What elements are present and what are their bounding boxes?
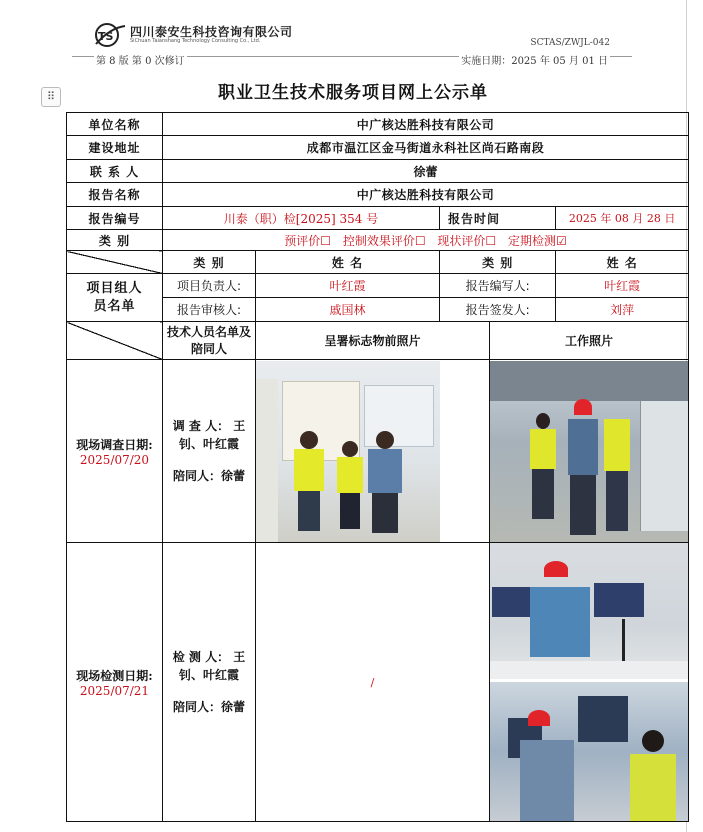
detection-companion: 陪同人：徐蕾 <box>172 700 245 714</box>
implementation-date: 实施日期：2025 年 05 月 01 日 <box>459 52 610 67</box>
person-head <box>536 413 550 429</box>
person-vest <box>294 449 324 491</box>
person-shirt <box>568 419 598 475</box>
person-legs <box>606 471 628 531</box>
notice-board <box>364 385 434 447</box>
staff-role: 项目负责人: <box>163 274 256 298</box>
staff-col-name: 姓 名 <box>256 251 440 274</box>
staff-role: 报告编写人: <box>440 274 556 298</box>
person-head <box>642 730 664 752</box>
person-vest <box>337 457 363 493</box>
category-label: 类 别 <box>67 230 163 251</box>
report-number-label: 报告编号 <box>67 207 163 230</box>
staff-name: 叶红霞 <box>556 274 689 298</box>
company-logo <box>94 22 126 48</box>
category-status-evaluation[interactable]: 现状评价☐ <box>437 233 497 248</box>
detection-date-cell <box>67 543 163 822</box>
project-team-label: 项目组人员名单 <box>67 274 163 322</box>
detection-date-label: 现场检测日期: <box>76 668 153 683</box>
survey-work-photo-cell <box>490 360 689 543</box>
company-name-en: SiChuan Taianshang Technology Consulting Co., Ltd. <box>130 38 261 44</box>
floor <box>490 661 688 679</box>
staff-col-name-2: 姓 名 <box>556 251 689 274</box>
person-shirt <box>520 740 574 821</box>
detection-inspector: 检 测 人： 王 钊、叶红霞 <box>172 650 246 682</box>
disclosure-table <box>66 112 689 822</box>
detection-work-photo-2 <box>490 682 688 821</box>
drag-handle-icon[interactable]: ⠿ <box>41 87 61 107</box>
report-time-value: 2025 年 08 月 28 日 <box>556 207 689 230</box>
report-name-label: 报告名称 <box>67 183 163 207</box>
person-head <box>376 431 394 449</box>
hard-hat <box>528 710 550 726</box>
category-periodic-detection[interactable]: 定期检测☑ <box>508 233 567 248</box>
photo-diagonal-cell <box>67 322 163 360</box>
hard-hat <box>544 561 568 577</box>
category-pre-evaluation[interactable]: 预评价☐ <box>284 233 331 248</box>
control-cabinet <box>640 401 688 531</box>
category-options <box>163 230 689 251</box>
staff-role: 报告签发人: <box>440 298 556 322</box>
staff-diagonal-cell <box>67 251 163 274</box>
report-time-label: 报告时间 <box>440 207 556 230</box>
monitor <box>594 583 644 617</box>
survey-marked-photo-cell <box>256 360 490 543</box>
staff-name: 叶红霞 <box>256 274 440 298</box>
survey-investigator: 调 查 人： 王 钊、叶红霞 <box>172 419 246 451</box>
survey-personnel-cell <box>163 360 256 543</box>
person-legs <box>340 493 360 529</box>
person-shirt <box>368 449 402 493</box>
survey-date-value: 2025/07/20 <box>79 452 150 467</box>
detection-marked-photo-placeholder: / <box>256 543 490 822</box>
person-shirt <box>530 587 590 657</box>
version-info: 第 8 版 第 0 次修订 <box>94 52 187 67</box>
address-label: 建设地址 <box>67 136 163 160</box>
unit-name-label: 单位名称 <box>67 113 163 136</box>
wall-column <box>256 379 278 542</box>
staff-role: 报告审核人: <box>163 298 256 322</box>
survey-date-label: 现场调查日期: <box>76 437 153 452</box>
contact-value: 徐蕾 <box>163 160 689 183</box>
hard-hat <box>574 399 592 415</box>
person-head <box>342 441 358 457</box>
person-head <box>300 431 318 449</box>
detection-work-photo-cell <box>490 543 689 822</box>
document-title: 职业卫生技术服务项目网上公示单 <box>218 83 488 103</box>
document-code: SCTAS/ZWJL-042 <box>530 38 610 48</box>
monitor <box>578 696 628 742</box>
pipes <box>490 361 688 401</box>
tech-staff-header: 技术人员名单及陪同人 <box>163 322 256 360</box>
report-number-value: 川泰（职）检[2025] 354 号 <box>163 207 440 230</box>
survey-marked-photo <box>256 361 440 542</box>
address-value: 成都市温江区金马街道永科社区尚石路南段 <box>163 136 689 160</box>
staff-name: 戚国林 <box>256 298 440 322</box>
staff-col-category: 类 别 <box>163 251 256 274</box>
staff-name: 刘萍 <box>556 298 689 322</box>
work-photo-header: 工作照片 <box>490 322 689 360</box>
survey-work-photo <box>490 361 688 542</box>
survey-companion: 陪同人：徐蕾 <box>172 469 245 483</box>
person-legs <box>532 469 554 519</box>
staff-col-category-2: 类 别 <box>440 251 556 274</box>
person-vest <box>630 754 676 821</box>
survey-date-cell <box>67 360 163 543</box>
detection-work-photo-1 <box>490 543 688 679</box>
person-vest <box>530 429 556 469</box>
contact-label: 联 系 人 <box>67 160 163 183</box>
person-legs <box>298 491 320 531</box>
detection-personnel-cell <box>163 543 256 822</box>
marked-photo-header: 呈署标志物前照片 <box>256 322 490 360</box>
company-name-cn: 四川泰安生科技咨询有限公司 <box>130 25 293 39</box>
person-legs <box>372 493 398 533</box>
svg-text:TS: TS <box>98 30 114 43</box>
detection-date-value: 2025/07/21 <box>79 683 150 698</box>
unit-name-value: 中广核达胜科技有限公司 <box>163 113 689 136</box>
category-control-effect[interactable]: 控制效果评价☐ <box>342 233 426 248</box>
report-name-value: 中广核达胜科技有限公司 <box>163 183 689 207</box>
person-vest <box>604 419 630 471</box>
person-legs <box>570 475 596 535</box>
